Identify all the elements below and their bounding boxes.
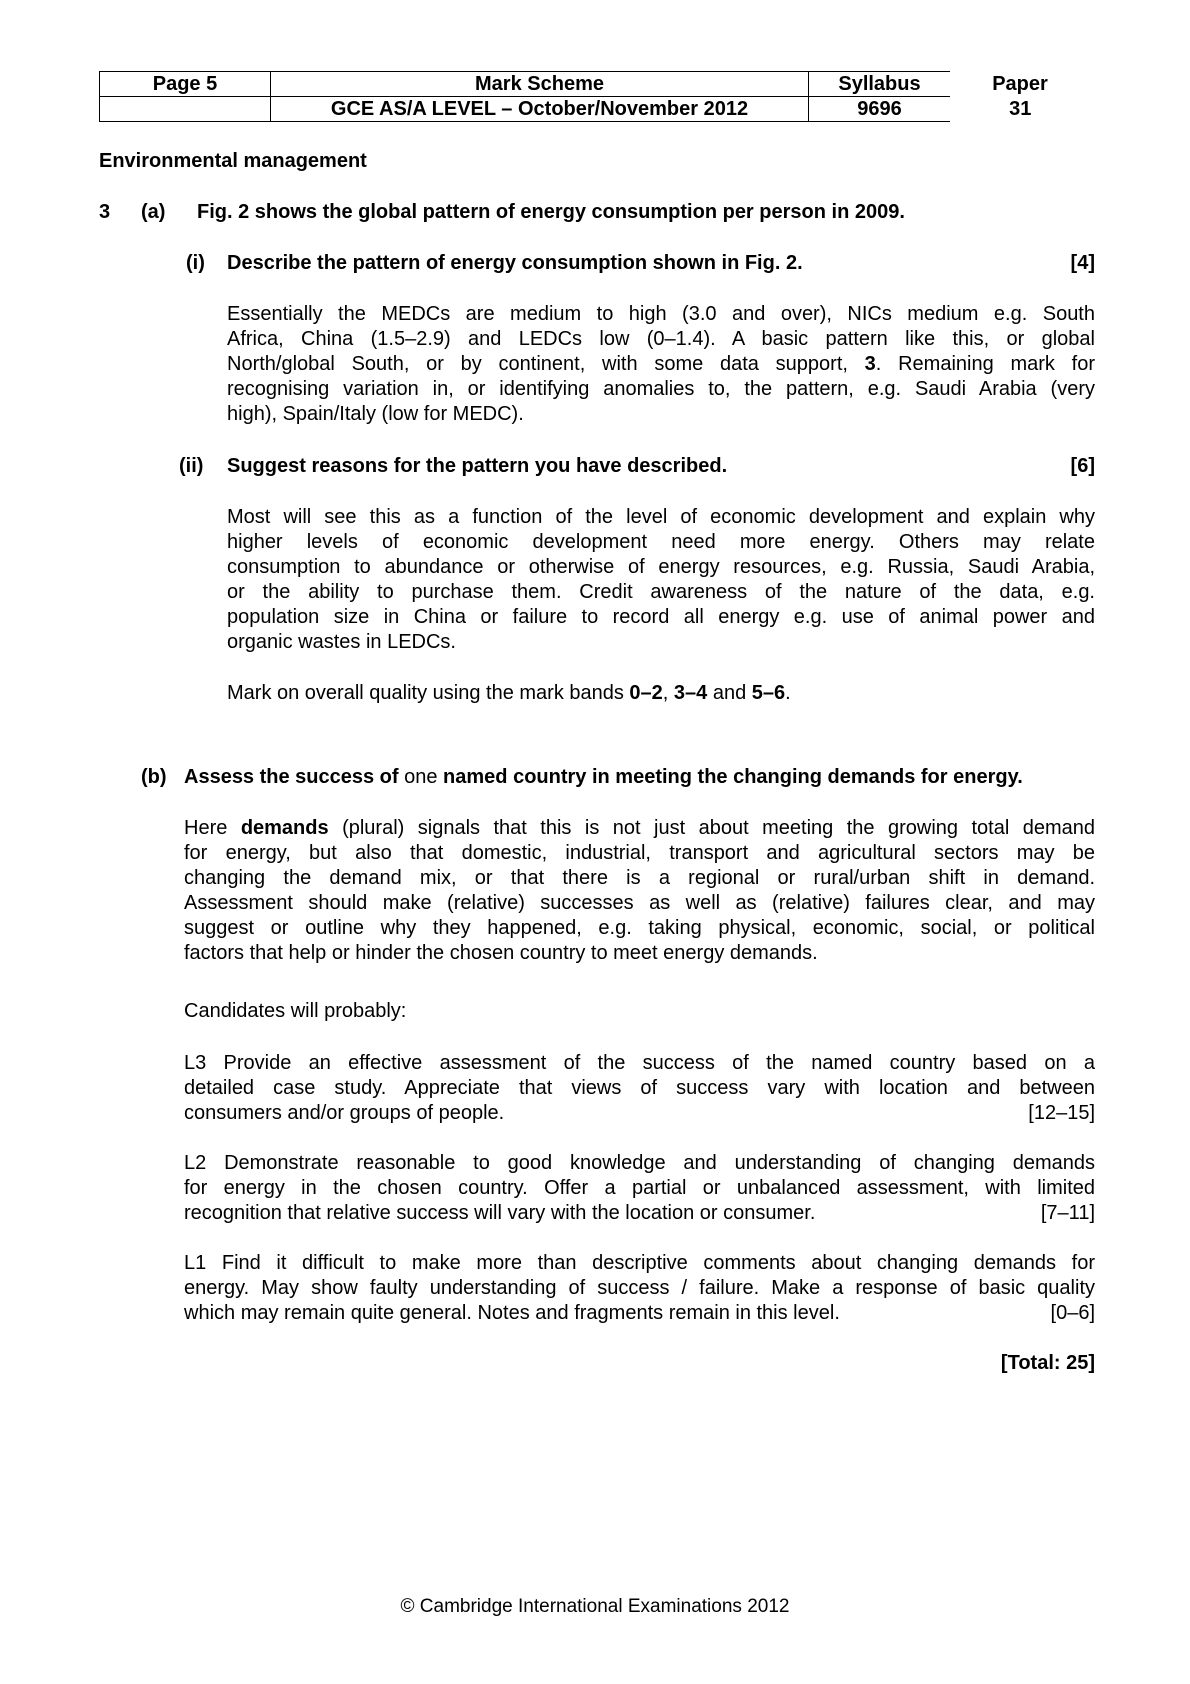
answer-line: Here demands (plural) signals that this is not just about meeting the growing total demand bbox=[184, 817, 1096, 839]
part-ii-mark-bands: Mark on overall quality using the mark bands 0–2, 3–4 and 5–6. bbox=[227, 682, 791, 704]
answer-line: factors that help or hinder the chosen country to meet energy demands. bbox=[184, 942, 818, 964]
header-mark-scheme: Mark Scheme bbox=[271, 72, 809, 97]
part-b-text: Assess the success of one named country in meeting the changing demands for energy. bbox=[184, 766, 1023, 788]
level-3 bbox=[184, 1051, 1095, 1126]
part-a-text: Fig. 2 shows the global pattern of energy consumption per person in 2009. bbox=[197, 201, 905, 223]
header-paper-label: Paper bbox=[992, 73, 1048, 95]
answer-line: high), Spain/Italy (low for MEDC). bbox=[227, 403, 524, 425]
part-ii-marks: [6] bbox=[1070, 455, 1095, 477]
part-ii-label: (ii) bbox=[179, 455, 204, 477]
level-line: L2 Demonstrate reasonable to good knowledge and understanding of changing demands bbox=[184, 1152, 1095, 1174]
answer-line: suggest or outline why they happened, e.g. taking physical, economic, social, or political bbox=[184, 917, 1095, 939]
level-line: recognition that relative success will vary with the location or consumer. [7–11] bbox=[184, 1202, 1095, 1224]
level-line: L3 Provide an effective assessment of the success of the named country based on a bbox=[184, 1052, 1095, 1074]
answer-line: recognising variation in, or identifying anomalies to, the pattern, e.g. Saudi Arabia (very bbox=[227, 378, 1095, 400]
section-title: Environmental management bbox=[99, 150, 367, 172]
part-b-label: (b) bbox=[141, 766, 167, 788]
header-exam: GCE AS/A LEVEL – October/November 2012 bbox=[271, 97, 809, 122]
part-ii-text: Suggest reasons for the pattern you have described. bbox=[227, 455, 728, 477]
level-2-marks: [7–11] bbox=[1040, 1202, 1095, 1224]
part-i-answer bbox=[227, 302, 1095, 427]
total-marks: [Total: 25] bbox=[1000, 1352, 1095, 1374]
level-line: which may remain quite general. Notes and fragments remain in this level. [0–6] bbox=[184, 1302, 1095, 1324]
answer-line: consumption to abundance or otherwise of energy resources, e.g. Russia, Saudi Arabia, bbox=[227, 556, 1095, 578]
header-table bbox=[99, 71, 1091, 122]
part-i-label: (i) bbox=[186, 252, 205, 274]
answer-line: Assessment should make (relative) successes as well as (relative) failures clear, and may bbox=[184, 892, 1095, 914]
question-number: 3 bbox=[99, 201, 111, 223]
header-page: Page 5 bbox=[100, 72, 271, 97]
level-line: consumers and/or groups of people. [12–15] bbox=[184, 1102, 1095, 1124]
footer-copyright: © Cambridge International Examinations 2012 bbox=[400, 1596, 790, 1617]
part-ii-answer bbox=[227, 505, 1095, 655]
answer-line: North/global South, or by continent, with some data support, 3. Remaining mark for bbox=[227, 353, 1095, 375]
part-a-label: (a) bbox=[141, 201, 166, 223]
level-line: for energy in the chosen country. Offer a partial or unbalanced assessment, with limited bbox=[184, 1177, 1095, 1199]
header-empty-cell bbox=[100, 97, 271, 122]
level-line: energy. May show faulty understanding of success / failure. Make a response of basic quality bbox=[184, 1277, 1095, 1299]
header-syllabus-label: Syllabus bbox=[809, 72, 951, 97]
answer-line: organic wastes in LEDCs. bbox=[227, 631, 456, 653]
answer-line: or the ability to purchase them. Credit awareness of the nature of the data, e.g. bbox=[227, 581, 1095, 603]
level-2 bbox=[184, 1151, 1095, 1226]
level-1 bbox=[184, 1251, 1095, 1326]
level-3-marks: [12–15] bbox=[1028, 1102, 1095, 1124]
part-i-text: Describe the pattern of energy consumption shown in Fig. 2. bbox=[227, 252, 803, 274]
answer-line: population size in China or failure to record all energy e.g. use of animal power and bbox=[227, 606, 1095, 628]
part-b-answer bbox=[184, 816, 1095, 966]
answer-line: changing the demand mix, or that there is a regional or rural/urban shift in demand. bbox=[184, 867, 1095, 889]
answer-line: Essentially the MEDCs are medium to high (3.0 and over), NICs medium e.g. South bbox=[227, 303, 1095, 325]
answer-line: Africa, China (1.5–2.9) and LEDCs low (0–1.4). A basic pattern like this, or global bbox=[227, 328, 1095, 350]
answer-line: higher levels of economic development need more energy. Others may relate bbox=[227, 531, 1095, 553]
answer-line: for energy, but also that domestic, industrial, transport and agricultural sectors may be bbox=[184, 842, 1095, 864]
candidates-intro: Candidates will probably: bbox=[184, 1000, 407, 1022]
level-line: L1 Find it difficult to make more than descriptive comments about changing demands for bbox=[184, 1252, 1095, 1274]
header-syllabus-code: 9696 bbox=[809, 97, 951, 122]
level-1-marks: [0–6] bbox=[1050, 1302, 1095, 1324]
level-line: detailed case study. Appreciate that views of success vary with location and between bbox=[184, 1077, 1095, 1099]
header-paper-number: 31 bbox=[1009, 98, 1032, 120]
part-i-marks: [4] bbox=[1070, 252, 1095, 274]
answer-line: Most will see this as a function of the level of economic development and explain why bbox=[227, 506, 1095, 528]
